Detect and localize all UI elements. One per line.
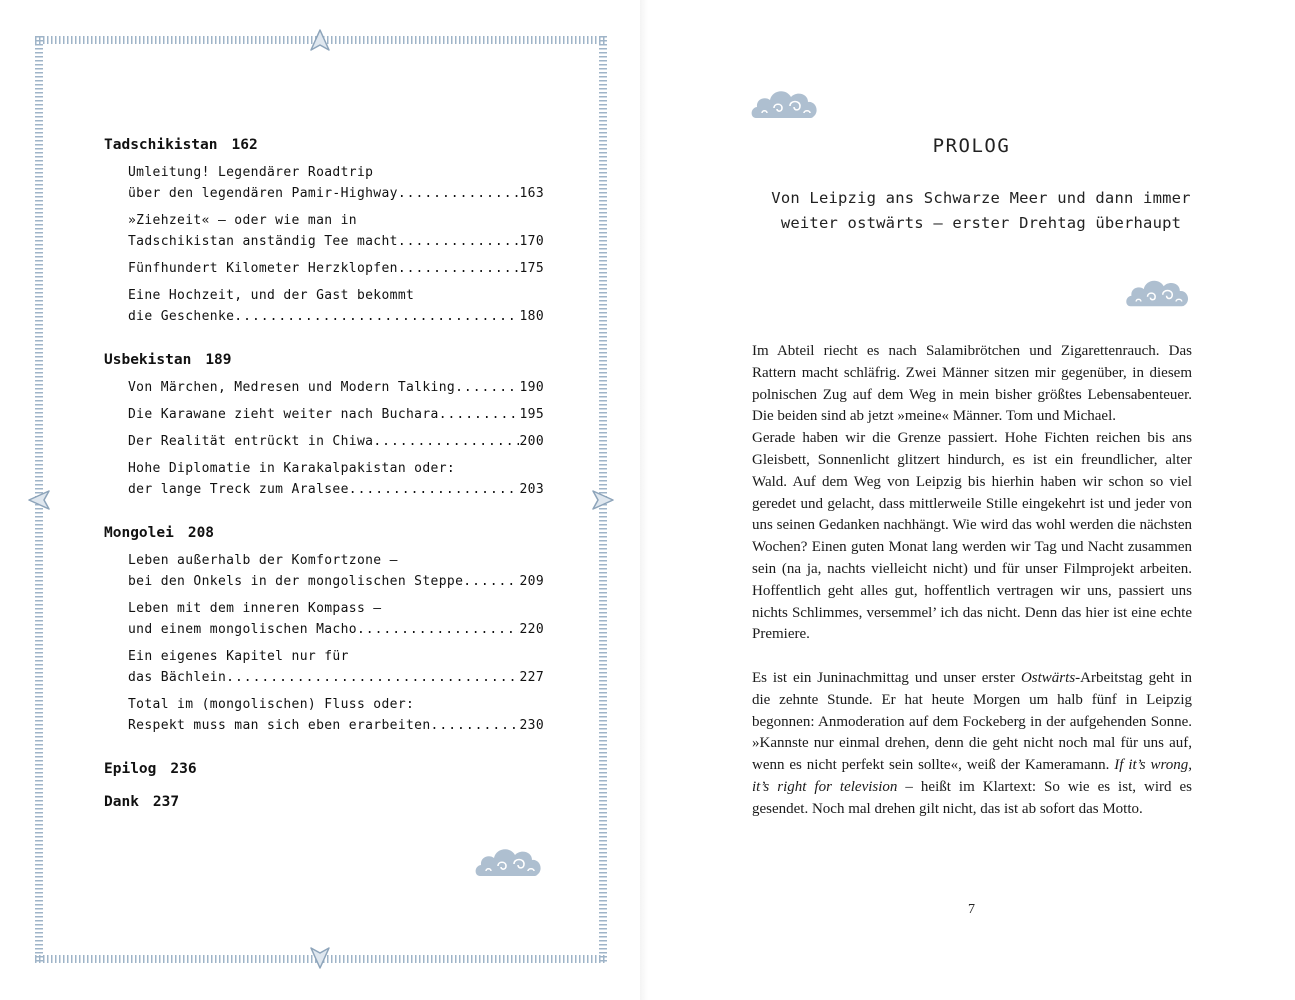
arrow-up-icon — [308, 28, 332, 52]
toc-section-page: 208 — [187, 525, 215, 541]
toc-entry — [128, 258, 544, 279]
toc-entry-title: bei den Onkels in der mongolischen Steppe — [128, 574, 464, 589]
toc-dank-page: 237 — [152, 794, 180, 810]
toc-entry-line1: Hohe Diplomatie in Karakalpakistan oder: — [128, 461, 456, 476]
toc-entry — [128, 210, 544, 252]
toc-leader-dots — [463, 571, 519, 592]
toc-entry-line1: Ein eigenes Kapitel nur für — [128, 649, 349, 664]
toc-entry-page: 175 — [519, 261, 544, 276]
toc-leader-dots — [455, 377, 519, 398]
toc-entry-title: über den legendären Pamir-Highway — [128, 186, 398, 201]
toc-epilog — [104, 758, 544, 780]
toc-leader-dots — [226, 667, 519, 688]
toc-section-heading — [104, 134, 544, 156]
toc-entry-title: Von Märchen, Medresen und Modern Talking — [128, 380, 456, 395]
toc-section-heading — [104, 522, 544, 544]
toc-entry-line1: Eine Hochzeit, und der Gast bekommt — [128, 288, 415, 303]
toc-section-heading — [104, 349, 544, 371]
toc-leader-dots — [349, 479, 520, 500]
page-number: 7 — [968, 902, 975, 917]
cloud-ornament-icon — [750, 82, 820, 122]
toc-entry-title: das Bächlein — [128, 670, 227, 685]
toc-entry-page: 209 — [519, 574, 544, 589]
toc-entry — [128, 694, 544, 736]
toc-entry — [128, 431, 544, 452]
toc-leader-dots — [398, 183, 520, 204]
toc-entry-page: 220 — [519, 622, 544, 637]
body-paragraph: Gerade haben wir die Grenze passiert. Hohe Fichten reichen bis ans Gleisbett, Sonnenlicht glitzert hindurch, es ist ein freundlicher, alter Wald. Auf dem Weg von Leipzig bis hierhin haben wir schon so viel geredet und gelacht, dass mittlerweile Stille eingekehrt ist und jeder von uns seinen Gedanken nachhängt. Wie wird das wohl werden die nächsten Wochen? Einen guten Monat lang werden wir Tag und Nacht zusammen sein (na ja, nachts vielleicht nicht) und für unser Filmprojekt arbeiten. Hoffentlich geht alles gut, hoffentlich vertragen wir uns, passiert uns nichts Schlimmes, versemmel’ ich das nicht. Denn das hier ist eine echte Premiere. — [752, 430, 1192, 643]
prolog-body — [752, 341, 1192, 821]
toc-entry-page: 230 — [519, 718, 544, 733]
table-of-contents — [104, 134, 544, 813]
book-spine — [640, 0, 648, 1000]
toc-dank-title: Dank — [104, 794, 139, 810]
toc-section-page: 189 — [205, 352, 232, 368]
toc-section-title: Tadschikistan — [104, 137, 218, 153]
toc-entry-title: die Geschenke — [128, 309, 235, 324]
arrow-left-icon — [27, 488, 51, 512]
toc-entry — [128, 598, 544, 640]
toc-entry-page: 227 — [519, 670, 544, 685]
toc-entry-title: der lange Treck zum Aralsee — [128, 482, 349, 497]
toc-entry — [128, 285, 544, 327]
toc-dank — [104, 791, 544, 813]
toc-entry-page: 163 — [519, 186, 544, 201]
prolog-subtitle: Von Leipzig ans Schwarze Meer und dann immer weiter ostwärts – erster Drehtag überhaupt — [771, 189, 1191, 232]
italic-term: Ostwärts — [1020, 669, 1076, 686]
toc-leader-dots — [373, 431, 519, 452]
body-paragraph: Im Abteil riecht es nach Salamibrötchen und Zigarettenrauch. Das Rattern macht schläfrig. Zwei Männer sitzen mir gegenüber, in diesem polnischen Zug auf dem Weg in mein bisher größtes Lebensabenteuer. Die beiden sind ab jetzt »meine« Männer. Tom und Michael. — [752, 343, 1192, 425]
toc-entry-title: Der Realität entrückt in Chiwa — [128, 434, 374, 449]
toc-entry-line1: Umleitung! Legendärer Roadtrip — [128, 165, 374, 180]
arrow-down-icon — [308, 946, 332, 970]
toc-epilog-page: 236 — [170, 761, 197, 777]
toc-section-title: Mongolei — [104, 525, 174, 541]
toc-entry-title: Respekt muss man sich eben erarbeiten — [128, 718, 431, 733]
toc-entry-line1: Leben außerhalb der Komfortzone – — [128, 553, 398, 568]
body-paragraph: Es ist ein Juninachmittag und unser erster Ostwärts-Arbeitstag geht in die zehnte Stunde. Er hat heute Morgen um halb fünf in Leipzig begonnen: Anmoderation auf dem Fockeberg in der aufgehenden Sonne. »Kannste nur einmal drehen, denn die geht nicht noch mal für uns auf, wenn es nicht perfekt sein sollte«, weiß der Kameramann. If it’s wrong, it’s right for television – heißt im Klartext: So wie es ist, wird es gesendet. Noch mal drehen gilt nicht, das ist ab sofort das Motto. — [752, 669, 1193, 817]
cloud-ornament-icon — [474, 840, 544, 880]
toc-entry — [128, 404, 544, 425]
toc-entry-page: 190 — [519, 380, 544, 395]
italic-quote: If it’s wrong, it’s right for television — [752, 757, 1193, 795]
left-page — [0, 0, 640, 1000]
toc-entry-title: Fünfhundert Kilometer Herzklopfen — [128, 261, 398, 276]
toc-entry-page: 180 — [519, 309, 544, 324]
toc-entry-line1: Total im (mongolischen) Fluss oder: — [128, 697, 415, 712]
toc-entry-page: 203 — [519, 482, 544, 497]
toc-section-title: Usbekistan — [104, 352, 192, 368]
toc-section-page: 162 — [231, 137, 258, 153]
toc-entry — [128, 550, 544, 592]
toc-entry-title: Die Karawane zieht weiter nach Buchara — [128, 407, 439, 422]
toc-leader-dots — [439, 404, 520, 425]
arrow-right-icon — [591, 488, 615, 512]
toc-entry — [128, 377, 544, 398]
cloud-ornament-icon — [1124, 272, 1192, 310]
toc-leader-dots — [398, 258, 520, 279]
toc-epilog-title: Epilog — [104, 761, 157, 777]
toc-entry-page: 200 — [519, 434, 544, 449]
toc-leader-dots — [357, 619, 520, 640]
prolog-heading: PROLOG — [932, 135, 1011, 157]
toc-entry — [128, 646, 544, 688]
toc-entry-page: 170 — [519, 234, 544, 249]
toc-entry — [128, 458, 544, 500]
toc-entry-line1: Leben mit dem inneren Kompass – — [128, 601, 382, 616]
toc-entry — [128, 162, 544, 204]
toc-leader-dots — [234, 306, 519, 327]
toc-entry-title: Tadschikistan anständig Tee macht — [128, 234, 398, 249]
toc-leader-dots — [431, 715, 520, 736]
right-page — [648, 0, 1295, 1000]
toc-leader-dots — [398, 231, 520, 252]
toc-entry-title: und einem mongolischen Macho — [128, 622, 357, 637]
toc-entry-line1: »Ziehzeit« – oder wie man in — [128, 213, 357, 228]
toc-entry-page: 195 — [519, 407, 544, 422]
